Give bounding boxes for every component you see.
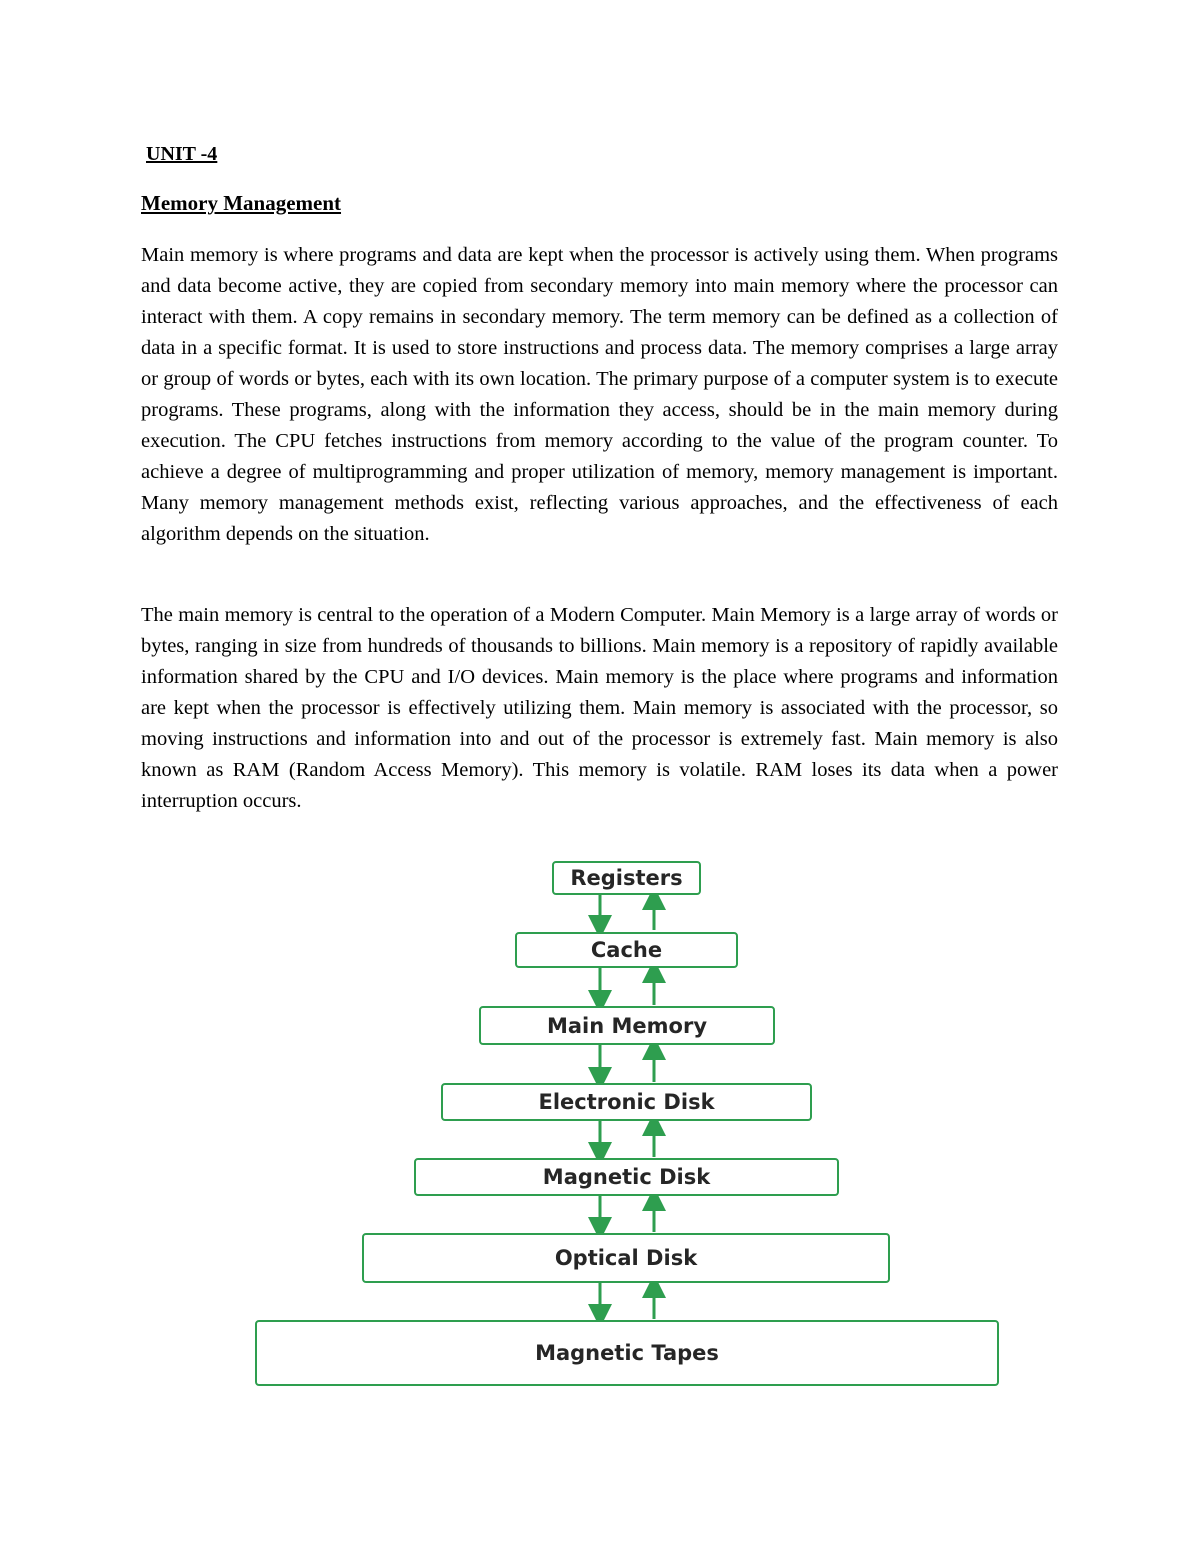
level-magnetic-tapes: Magnetic Tapes (255, 1320, 999, 1386)
level-main-memory: Main Memory (479, 1006, 775, 1045)
unit-heading: UNIT -4 (146, 143, 218, 165)
level-registers: Registers (552, 861, 701, 895)
level-cache: Cache (515, 932, 738, 968)
level-magnetic-disk: Magnetic Disk (414, 1158, 839, 1196)
level-optical-disk: Optical Disk (362, 1233, 890, 1283)
paragraph-main-memory-details: The main memory is central to the operation of a Modern Computer. Main Memory is a large array of words or bytes, ranging in size from hundreds of thousands to billions. Main memory is a repository of rapidly available information shared by the CPU and I/O devices. Main memory is the place where programs and information are kept when the processor is effectively utilizing them. Main memory is associated with the processor, so moving instructions and information into and out of the processor is extremely fast. Main memory is also known as RAM (Random Access Memory). This memory is volatile. RAM loses its data when a power interruption occurs. (141, 604, 1058, 812)
paragraph-main-memory-intro: Main memory is where programs and data are kept when the processor is actively using them. When programs and data become active, they are copied from secondary memory into main memory where the processor can interact with them. A copy remains in secondary memory. The term memory can be defined as a collection of data in a specific format. It is used to store instructions and process data. The memory comprises a large array or group of words or bytes, each with its own location. The primary purpose of a computer system is to execute programs. These programs, along with the information they access, should be in the main memory during execution. The CPU fetches instructions from memory according to the value of the program counter. To achieve a degree of multiprogramming and proper utilization of memory, memory management is important. Many memory management methods exist, reflecting various approaches, and the effectiveness of each algorithm depends on the situation. (141, 244, 1058, 545)
section-heading: Memory Management (141, 191, 342, 215)
memory-hierarchy-diagram (250, 855, 1010, 1395)
level-electronic-disk: Electronic Disk (441, 1083, 812, 1121)
